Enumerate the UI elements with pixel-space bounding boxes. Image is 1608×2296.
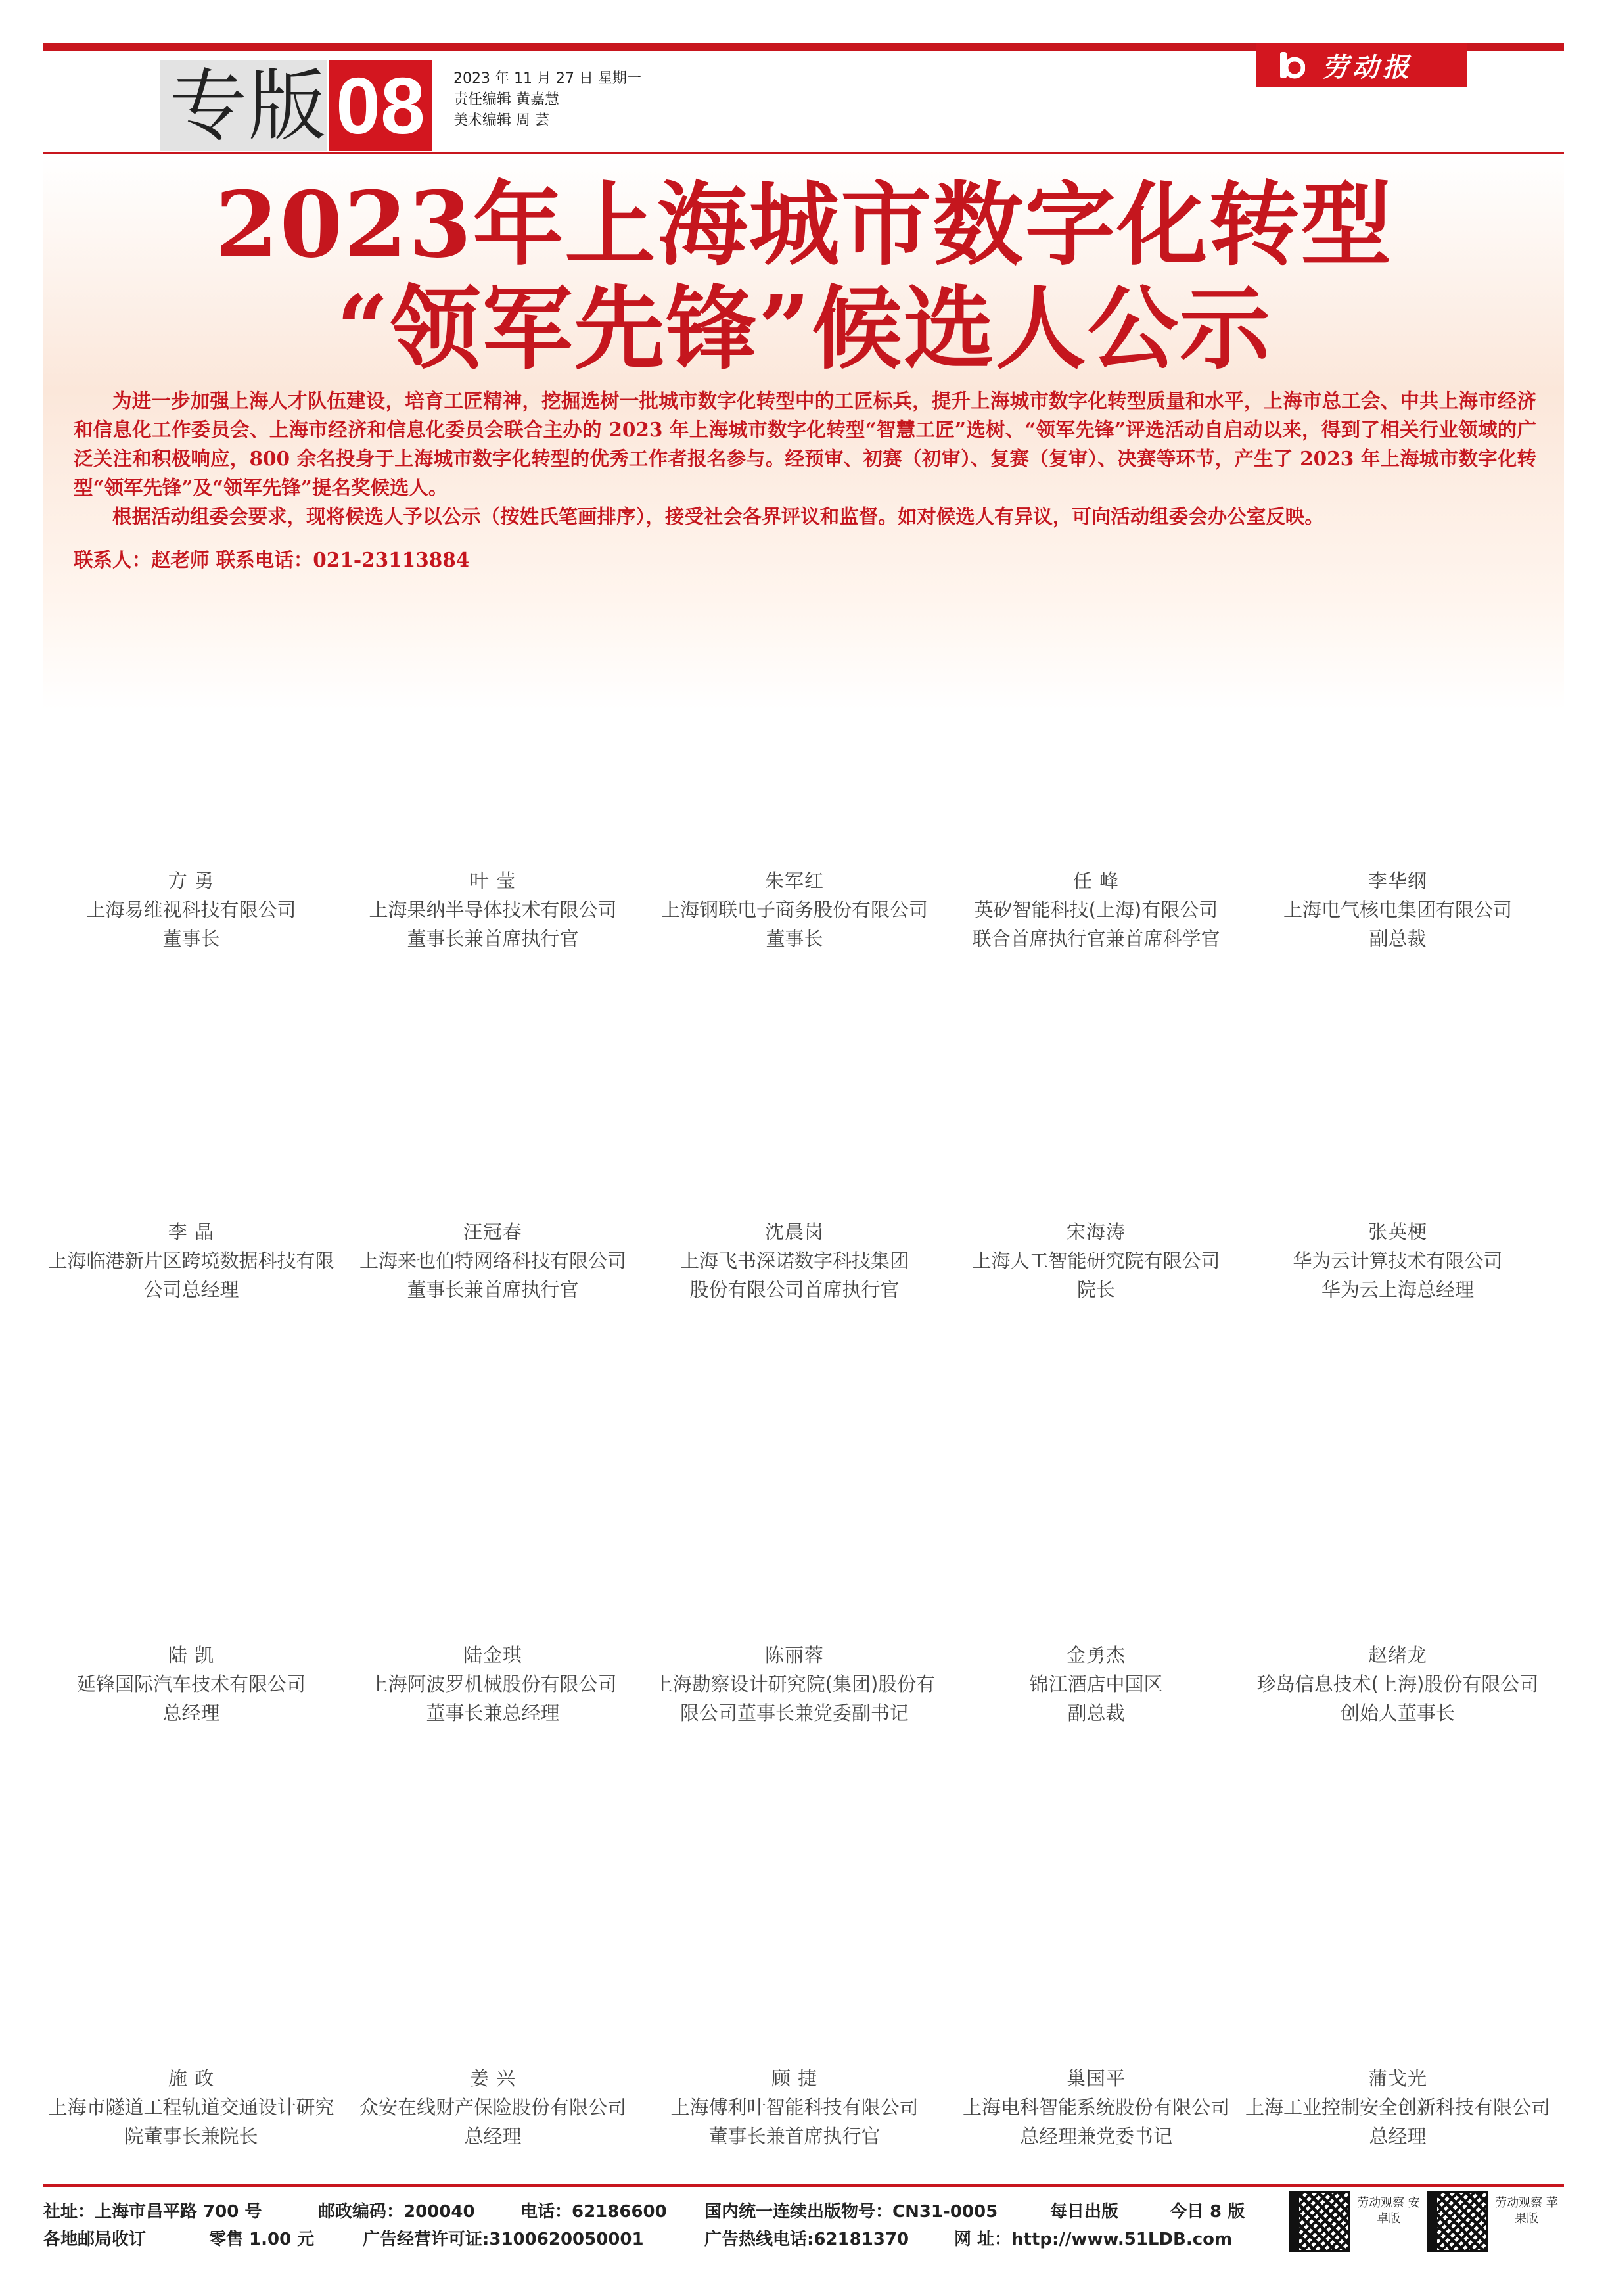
page-number: 08: [336, 61, 425, 151]
candidate-organization: 上海电科智能系统股份有限公司: [962, 2096, 1229, 2119]
issue-date: 2023 年 11 月 27 日 星期一: [453, 70, 641, 87]
masthead-rule: [43, 152, 1564, 154]
candidate-card: [942, 1217, 1251, 1304]
candidate-name: 汪冠春: [463, 1221, 522, 1243]
candidate-card: [1243, 866, 1552, 953]
candidate-name: 施 政: [168, 2067, 215, 2090]
footer-pages: 今日 8 版: [1170, 2202, 1245, 2222]
contact-line: 联系人：赵老师 联系电话：021-23113884: [74, 548, 470, 571]
candidate-card: [37, 1641, 346, 1727]
ios-qr-label: 劳动观察 苹果版: [1495, 2196, 1558, 2226]
candidate-card: [338, 2064, 647, 2151]
newspaper-name: 劳动报: [1322, 51, 1413, 83]
candidate-organization: 上海来也伯特网络科技有限公司: [359, 1250, 626, 1272]
footer-price: 零售 1.00 元: [209, 2230, 315, 2249]
candidate-position: 董事长兼首席执行官: [708, 2125, 881, 2147]
footer-issn: 国内统一连续出版物号：CN31-0005: [704, 2202, 998, 2222]
candidate-position: 总经理: [1369, 2125, 1427, 2147]
intro-paragraph-2: 根据活动组委会要求，现将候选人予以公示（按姓氏笔画排序），接受社会各界评议和监督。如对候选人有异议，可向活动组委会办公室反映。: [112, 505, 1324, 528]
candidate-card: [640, 1217, 949, 1304]
headline-line-2: “领军先锋”候选人公示: [336, 275, 1272, 382]
candidate-position: 院董事长兼院长: [124, 2125, 258, 2147]
footer-rule: [43, 2184, 1564, 2187]
candidate-organization: 上海临港新片区跨境数据科技有限: [48, 1250, 334, 1272]
candidate-card: [1243, 1641, 1552, 1727]
candidate-organization: 锦江酒店中国区: [1029, 1673, 1163, 1695]
footer-website: 网 址：http://www.51LDB.com: [954, 2230, 1233, 2249]
candidate-organization: 上海阿波罗机械股份有限公司: [369, 1673, 617, 1695]
candidate-name: 姜 兴: [469, 2067, 517, 2090]
editor-credit: 责任编辑 黄嘉慧: [453, 91, 559, 108]
candidate-name: 陆金琪: [463, 1644, 522, 1666]
candidate-organization: 华为云计算技术有限公司: [1293, 1250, 1503, 1272]
candidate-organization: 众安在线财产保险股份有限公司: [359, 2096, 626, 2119]
candidate-position: 股份有限公司首席执行官: [689, 1278, 900, 1301]
candidate-organization: 上海果纳半导体技术有限公司: [369, 899, 617, 921]
candidate-card: [37, 866, 346, 953]
candidate-name: 蒲戈光: [1367, 2067, 1427, 2090]
android-qr-code[interactable]: [1289, 2191, 1350, 2252]
candidate-card: [338, 1217, 647, 1304]
footer-postcode: 邮政编码：200040: [318, 2202, 475, 2222]
candidate-position: 总经理兼党委书记: [1019, 2125, 1172, 2147]
footer-ad-hotline: 广告热线电话:62181370: [704, 2230, 909, 2249]
section-label: 专版: [170, 60, 328, 151]
candidate-name: 叶 莹: [469, 870, 517, 892]
candidate-name: 任 峰: [1072, 870, 1120, 892]
candidate-organization: 上海飞书深诺数字科技集团: [679, 1250, 909, 1272]
candidate-card: [37, 1217, 346, 1304]
candidate-position: 副总裁: [1369, 927, 1427, 950]
candidate-position: 副总裁: [1067, 1702, 1125, 1724]
candidate-position: 董事长兼首席执行官: [407, 927, 579, 950]
candidate-name: 赵绪龙: [1367, 1644, 1427, 1666]
candidate-card: [640, 1641, 949, 1727]
candidate-name: 张英梗: [1367, 1221, 1427, 1243]
candidate-name: 朱军红: [764, 870, 824, 892]
candidate-organization: 上海傅利叶智能科技有限公司: [670, 2096, 919, 2119]
candidate-position: 院长: [1076, 1278, 1115, 1301]
candidate-position: 董事长兼总经理: [426, 1702, 560, 1724]
candidate-organization: 上海易维视科技有限公司: [86, 899, 296, 921]
candidate-name: 李 晶: [168, 1221, 215, 1243]
candidate-card: [1243, 2064, 1552, 2151]
candidate-position: 华为云上海总经理: [1321, 1278, 1474, 1301]
candidate-name: 巢国平: [1066, 2067, 1126, 2090]
newspaper-logo: [1256, 43, 1467, 87]
candidate-name: 陆 凯: [168, 1644, 215, 1666]
candidate-position: 董事长: [162, 927, 220, 950]
candidate-organization: 珍岛信息技术(上海)股份有限公司: [1256, 1673, 1539, 1695]
footer-daily: 每日出版: [1050, 2202, 1119, 2222]
candidate-card: [338, 866, 647, 953]
logo-mark-icon: [1279, 51, 1305, 80]
candidate-name: 李华纲: [1367, 870, 1427, 892]
candidate-position: 董事长兼首席执行官: [407, 1278, 579, 1301]
candidate-position: 总经理: [162, 1702, 220, 1724]
footer-ad-license: 广告经营许可证:3100620050001: [363, 2230, 644, 2249]
candidate-name: 金勇杰: [1066, 1644, 1126, 1666]
candidate-card: [640, 2064, 949, 2151]
ios-qr-code[interactable]: [1427, 2191, 1488, 2252]
headline-line-1: 2023年上海城市数字化转型: [215, 171, 1393, 278]
footer-subscribe: 各地邮局收订: [43, 2230, 147, 2249]
candidate-card: [640, 866, 949, 953]
candidate-card: [942, 2064, 1251, 2151]
intro-text: [74, 387, 1536, 531]
candidate-position: 限公司董事长兼党委副书记: [679, 1702, 909, 1724]
candidate-card: [338, 1641, 647, 1727]
candidate-organization: 上海工业控制安全创新科技有限公司: [1245, 2096, 1550, 2119]
candidate-card: [1243, 1217, 1552, 1304]
candidate-organization: 上海人工智能研究院有限公司: [972, 1250, 1220, 1272]
candidate-name: 顾 捷: [771, 2067, 818, 2090]
candidate-organization: 英矽智能科技(上海)有限公司: [974, 899, 1218, 921]
candidate-name: 方 勇: [168, 870, 215, 892]
candidate-name: 陈丽蓉: [764, 1644, 824, 1666]
candidate-organization: 上海市隧道工程轨道交通设计研究: [48, 2096, 334, 2119]
candidate-name: 沈晨岗: [764, 1221, 824, 1243]
candidate-card: [37, 2064, 346, 2151]
candidate-card: [942, 866, 1251, 953]
candidate-organization: 上海勘察设计研究院(集团)股份有: [653, 1673, 936, 1695]
candidate-position: 公司总经理: [143, 1278, 239, 1301]
candidate-position: 总经理: [464, 2125, 522, 2147]
candidate-position: 联合首席执行官兼首席科学官: [972, 927, 1220, 950]
footer-phone: 电话：62186600: [520, 2202, 667, 2222]
footer-address: 社址：上海市昌平路 700 号: [43, 2202, 262, 2222]
candidate-organization: 延锋国际汽车技术有限公司: [76, 1673, 306, 1695]
designer-credit: 美术编辑 周 芸: [453, 112, 549, 129]
intro-paragraph-1: 为进一步加强上海人才队伍建设，培育工匠精神，挖掘选树一批城市数字化转型中的工匠标兵，提升上海城市数字化转型质量和水平，上海市总工会、中共上海市经济和信息化工作委员会、上海市经济和信息化委员会联合主办的 2023 年上海城市数字化转型“智慧工匠”选树、“领军先锋”评选活动自启动以来，得到了相关行业领域的广泛关注和积极响应，800 余名投身于上海城市数字化转型的优秀工作者报名参与。经预审、初赛（初审）、复赛（复审）、决赛等环节，产生了 2023 年上海城市数字化转型“领军先锋”及“领军先锋”提名奖候选人。: [74, 389, 1536, 499]
android-qr-label: 劳动观察 安卓版: [1357, 2196, 1420, 2226]
candidate-position: 董事长: [766, 927, 823, 950]
candidate-organization: 上海电气核电集团有限公司: [1283, 899, 1512, 921]
candidate-position: 创始人董事长: [1340, 1702, 1455, 1724]
candidate-card: [942, 1641, 1251, 1727]
candidate-organization: 上海钢联电子商务股份有限公司: [660, 899, 928, 921]
candidate-name: 宋海涛: [1066, 1221, 1126, 1243]
